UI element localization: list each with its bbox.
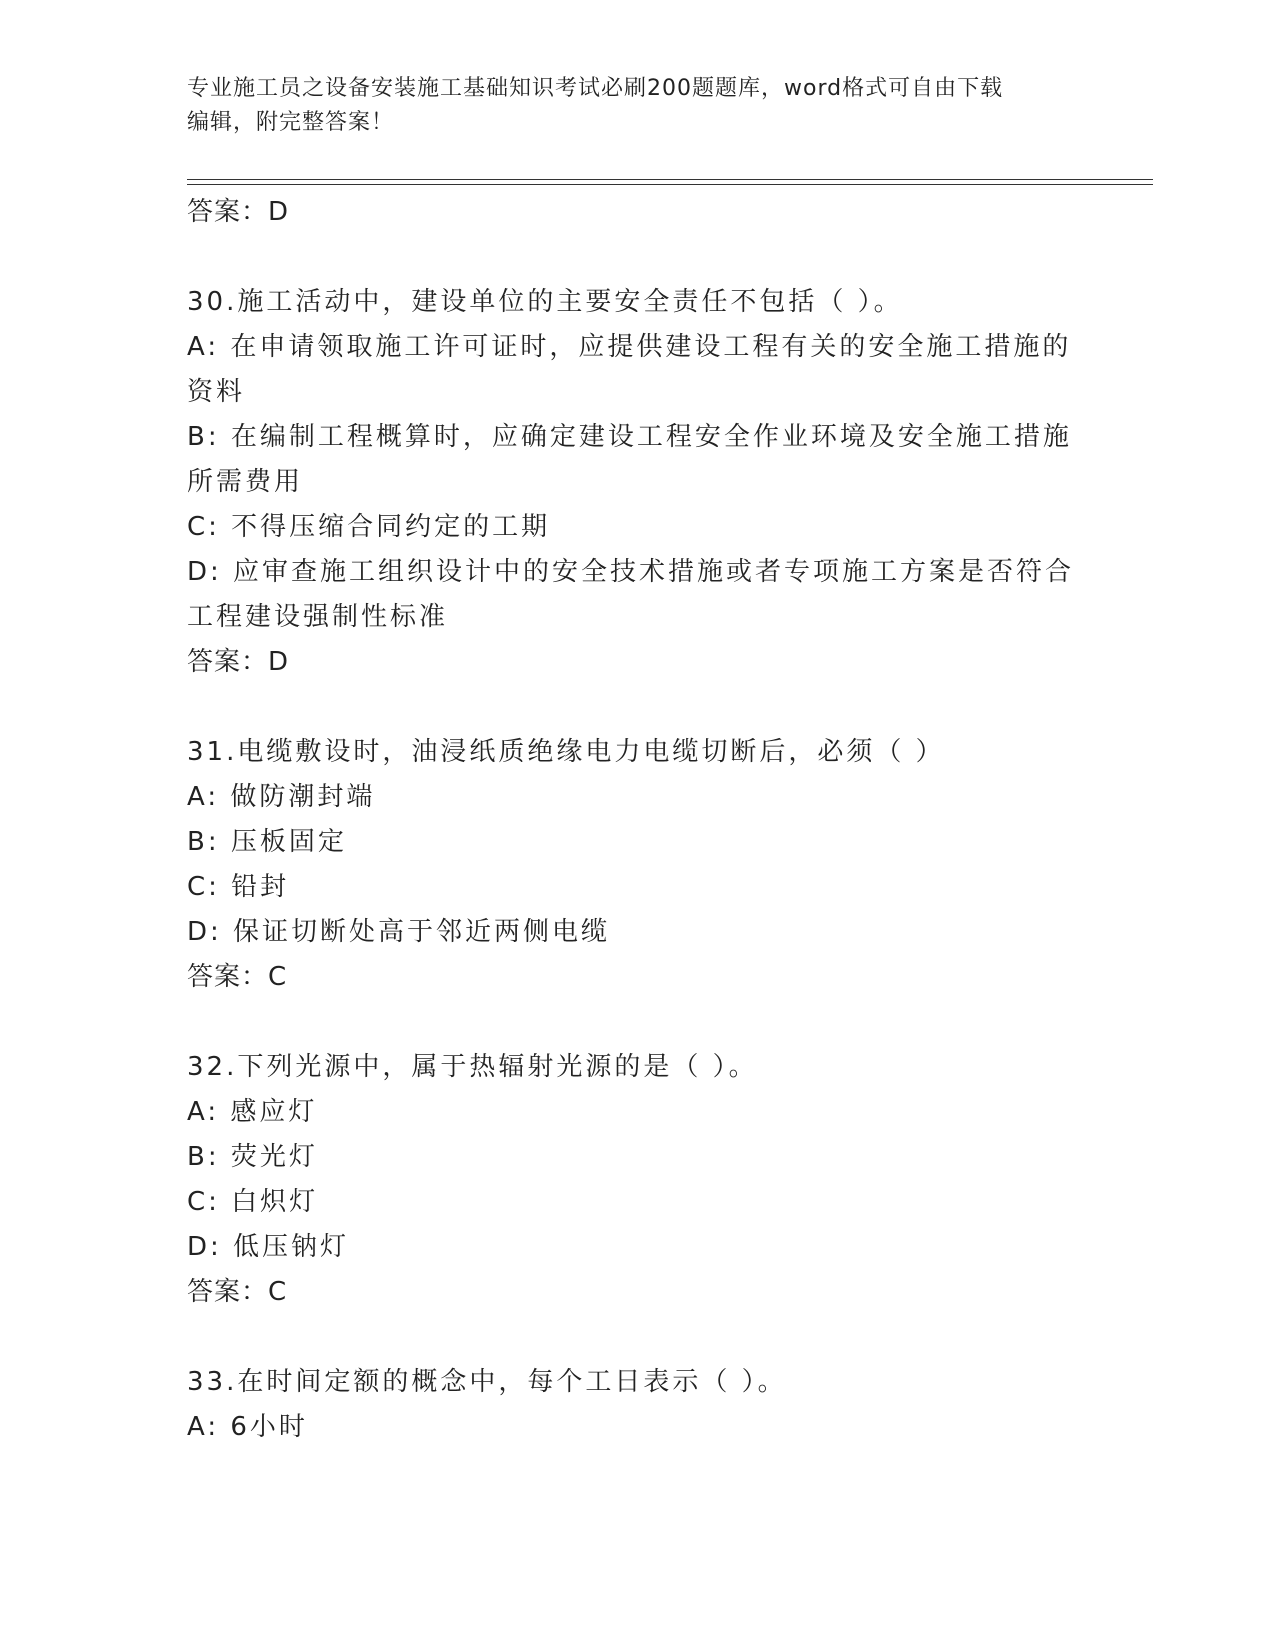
option-a: A: 感应灯 bbox=[187, 1097, 318, 1127]
question-30 bbox=[187, 280, 1087, 685]
question-stem: 33.在时间定额的概念中，每个工日表示（ ）。 bbox=[187, 1367, 787, 1397]
question-33 bbox=[187, 1360, 1087, 1450]
option-d: D: 保证切断处高于邻近两侧电缆 bbox=[187, 917, 611, 947]
option-b: B: 荧光灯 bbox=[187, 1142, 318, 1172]
document-header bbox=[187, 72, 1087, 140]
spacer bbox=[187, 235, 1087, 280]
option-a: A: 做防潮封端 bbox=[187, 782, 376, 812]
answer-line: 答案：C bbox=[187, 1277, 288, 1307]
option-d-continued: 工程建设强制性标准 bbox=[187, 602, 449, 632]
question-32 bbox=[187, 1045, 1087, 1315]
question-stem: 30.施工活动中，建设单位的主要安全责任不包括（ ）。 bbox=[187, 287, 903, 317]
header-line-1: 专业施工员之设备安装施工基础知识考试必刷200题题库，word格式可自由下载 bbox=[187, 76, 1004, 101]
answer-line: 答案：C bbox=[187, 962, 288, 992]
header-line-2: 编辑，附完整答案！ bbox=[187, 110, 395, 135]
header-rule-top bbox=[187, 179, 1153, 180]
option-b-continued: 所需费用 bbox=[187, 467, 304, 497]
option-d: D: 应审查施工组织设计中的安全技术措施或者专项施工方案是否符合 bbox=[187, 557, 1075, 587]
answer-line: 答案：D bbox=[187, 647, 290, 677]
answer-line: 答案：D bbox=[187, 197, 290, 227]
header-rule-bottom bbox=[187, 184, 1153, 185]
option-a-continued: 资料 bbox=[187, 377, 246, 407]
question-stem: 32.下列光源中，属于热辐射光源的是（ ）。 bbox=[187, 1052, 758, 1082]
option-a: A: 在申请领取施工许可证时，应提供建设工程有关的安全施工措施的 bbox=[187, 332, 1072, 362]
document-body bbox=[187, 190, 1087, 1450]
option-c: C: 不得压缩合同约定的工期 bbox=[187, 512, 551, 542]
option-b: B: 在编制工程概算时，应确定建设工程安全作业环境及安全施工措施 bbox=[187, 422, 1072, 452]
option-a: A: 6小时 bbox=[187, 1412, 308, 1442]
option-c: C: 白炽灯 bbox=[187, 1187, 319, 1217]
option-c: C: 铅封 bbox=[187, 872, 290, 902]
spacer bbox=[187, 685, 1087, 730]
spacer bbox=[187, 1000, 1087, 1045]
question-stem: 31.电缆敷设时，油浸纸质绝缘电力电缆切断后，必须（ ） bbox=[187, 737, 945, 767]
option-d: D: 低压钠灯 bbox=[187, 1232, 350, 1262]
option-b: B: 压板固定 bbox=[187, 827, 347, 857]
question-31 bbox=[187, 730, 1087, 1000]
spacer bbox=[187, 1315, 1087, 1360]
